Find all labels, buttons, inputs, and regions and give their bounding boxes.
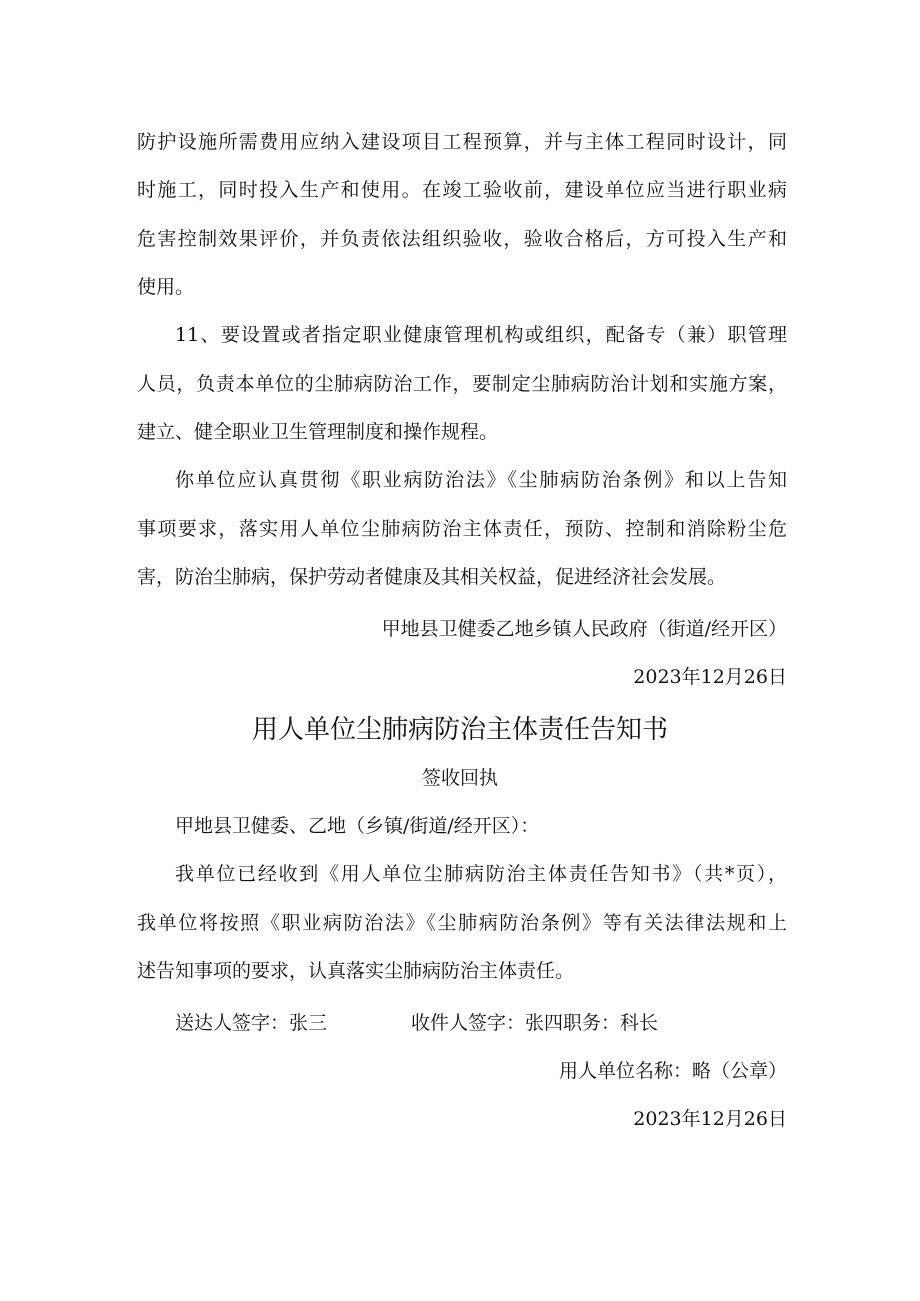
receipt-body-line: 述告知事项的要求，认真落实尘肺病防治主体责任。 — [137, 960, 575, 982]
closing-line: 事项要求，落实用人单位尘肺病防治主体责任，预防、控制和消除粉尘危 — [137, 518, 787, 540]
closing-line: 害，防治尘肺病，保护劳动者健康及其相关权益，促进经济社会发展。 — [137, 566, 727, 588]
employer-name: 用人单位名称：略（公章） — [558, 1060, 787, 1082]
receipt-date: 2023年12月26日 — [633, 1108, 787, 1130]
notice-date: 2023年12月26日 — [633, 666, 787, 688]
paragraph-line: 使用。 — [137, 276, 195, 298]
paragraph-line: 时施工，同时投入生产和使用。在竣工验收前，建设单位应当进行职业病 — [137, 179, 787, 201]
receipt-body-line: 我单位将按照《职业病防治法》《尘肺病防治条例》等有关法律法规和上 — [137, 912, 787, 934]
paragraph-line: 防护设施所需费用应纳入建设项目工程预算，并与主体工程同时设计，同 — [137, 131, 787, 153]
receipt-subtitle: 签收回执 — [421, 767, 498, 789]
receipt-title: 用人单位尘肺病防治主体责任告知书 — [251, 715, 668, 745]
recipient-signature: 收件人签字：张四职务：科长 — [411, 1012, 659, 1034]
issuer: 甲地县卫健委乙地乡镇人民政府（街道/经开区） — [381, 618, 787, 640]
item-11-line: 11、要设置或者指定职业健康管理机构或组织，配备专（兼）职管理 — [175, 324, 787, 346]
receipt-body-line: 我单位已经收到《用人单位尘肺病防治主体责任告知书》（共*页）， — [175, 863, 787, 885]
addressee: 甲地县卫健委、乙地（乡镇/街道/经开区）： — [175, 815, 540, 837]
item-11-line: 人员，负责本单位的尘肺病防治工作，要制定尘肺病防治计划和实施方案， — [137, 373, 787, 395]
item-11-line: 建立、健全职业卫生管理制度和操作规程。 — [137, 421, 499, 443]
paragraph-line: 危害控制效果评价，并负责依法组织验收，验收合格后，方可投入生产和 — [137, 228, 787, 250]
closing-line: 你单位应认真贯彻《职业病防治法》《尘肺病防治条例》和以上告知 — [175, 469, 787, 491]
deliverer-signature: 送达人签字：张三 — [175, 1012, 328, 1034]
